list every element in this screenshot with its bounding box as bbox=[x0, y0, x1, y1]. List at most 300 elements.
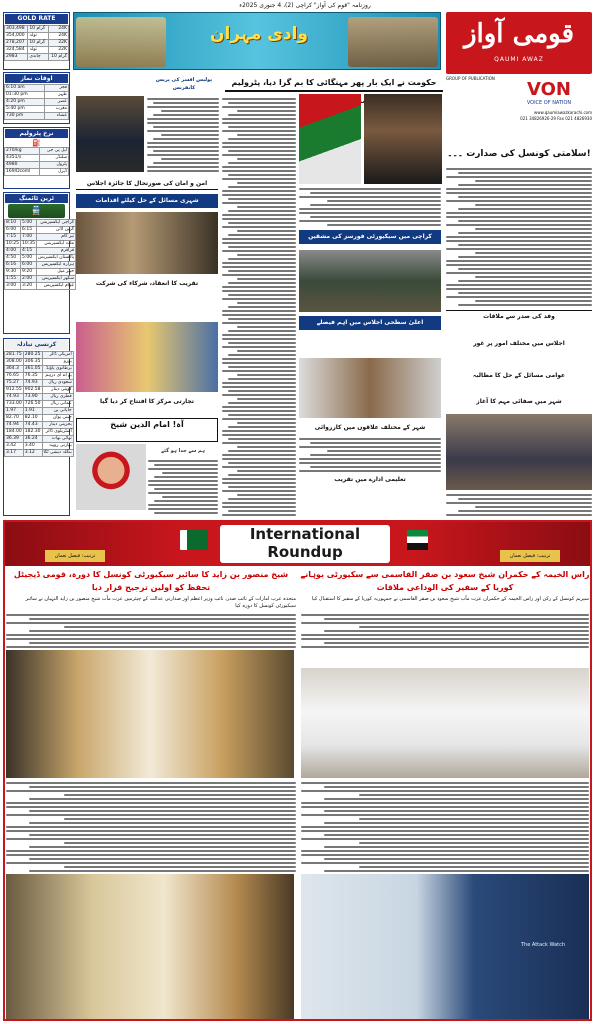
body-text-col-g bbox=[148, 458, 218, 514]
text-line bbox=[148, 504, 218, 506]
right-headline-4: شہر میں صفائی مہم کا آغاز bbox=[446, 396, 592, 408]
text-line bbox=[475, 228, 592, 230]
text-line bbox=[299, 212, 441, 214]
text-line bbox=[446, 494, 592, 496]
text-line bbox=[446, 248, 592, 250]
petrol-rate-cell: 270/kg bbox=[5, 148, 40, 155]
text-line bbox=[222, 502, 296, 504]
text-line bbox=[222, 122, 296, 124]
train-time-cell: تیز گام bbox=[36, 234, 75, 241]
petrol-rate-cell: سلنڈر bbox=[39, 155, 68, 162]
text-line bbox=[299, 208, 441, 210]
text-line bbox=[446, 240, 592, 242]
text-line bbox=[222, 482, 296, 484]
text-line bbox=[324, 834, 589, 836]
right-photo-gathering bbox=[446, 414, 592, 490]
prayer-time-row bbox=[5, 106, 69, 113]
exchange-rate-cell: 74.94 bbox=[5, 422, 24, 429]
prayer-time-cell: مغرب bbox=[45, 106, 69, 113]
text-line bbox=[6, 806, 296, 808]
text-line bbox=[475, 252, 592, 254]
petrol-rate-cell: 4351/s bbox=[5, 155, 40, 162]
side-photo-event bbox=[76, 322, 218, 392]
exchange-rate-cell: آسٹریلوی ڈالر bbox=[42, 429, 73, 436]
text-line bbox=[222, 166, 296, 168]
exchange-rate-cell: تھائی بھات bbox=[42, 436, 73, 443]
text-line bbox=[162, 472, 218, 474]
exchange-rate-cell: کویتی دینار bbox=[42, 387, 73, 394]
text-line bbox=[222, 322, 296, 324]
train-time-cell: 6:15 bbox=[20, 227, 36, 234]
text-line bbox=[458, 184, 592, 186]
side-headline-3: شہری مسائل کے حل کیلئے اقدامات bbox=[76, 194, 218, 208]
exchange-rate-cell: 3.42 bbox=[5, 443, 24, 450]
text-line bbox=[228, 378, 296, 380]
text-line bbox=[29, 798, 296, 800]
text-line bbox=[222, 106, 296, 108]
paper-name-block bbox=[446, 12, 592, 74]
roundup-photo-left-meeting bbox=[6, 650, 294, 778]
text-line bbox=[228, 174, 296, 176]
petrol-rate-cell: 4980 bbox=[5, 162, 40, 169]
train-time-cell: پاکستان ایکسپریس bbox=[37, 255, 75, 260]
exchange-rate-row bbox=[5, 394, 74, 401]
text-line bbox=[301, 614, 589, 616]
prayer-time-cell: عصر bbox=[45, 99, 69, 106]
text-line bbox=[222, 362, 296, 364]
text-line bbox=[6, 782, 296, 784]
petrol-rate-cell: ڈیزل bbox=[39, 169, 68, 176]
uae-flag-icon bbox=[400, 530, 428, 550]
gold-rate-cell: 10 گرام bbox=[28, 40, 48, 47]
prayer-time-row bbox=[5, 92, 69, 99]
top-headline: حکومت نے ایک بار پھر مہنگائی کا بم گرا دیا، پٹرولیم bbox=[225, 74, 443, 92]
exchange-rate-cell: 74.43 bbox=[23, 422, 42, 429]
text-line bbox=[446, 296, 592, 298]
text-line bbox=[222, 334, 296, 336]
train-time-cell: 9:30 bbox=[5, 269, 21, 276]
train-time-row bbox=[5, 262, 76, 269]
text-line bbox=[222, 394, 296, 396]
middle-headline-3: شہر کے مختلف علاقوں میں کارروائی bbox=[299, 422, 441, 434]
middle-photo-office bbox=[299, 358, 441, 418]
text-line bbox=[301, 806, 589, 808]
petrol-rate-row bbox=[5, 155, 69, 162]
text-line bbox=[301, 634, 589, 636]
train-time-cell: 9:20 bbox=[20, 269, 36, 276]
side-headline-2: امن و امان کی صورتحال کا جائزہ اجلاس bbox=[76, 178, 218, 190]
roundup-title-line2: Roundup bbox=[267, 543, 343, 561]
text-line bbox=[324, 618, 589, 620]
text-line bbox=[222, 290, 296, 292]
roundup-photo-left-majlis bbox=[6, 874, 294, 1019]
text-line bbox=[446, 236, 592, 238]
exchange-rate-row bbox=[5, 401, 74, 408]
text-line bbox=[237, 398, 296, 400]
text-line bbox=[228, 354, 296, 356]
text-line bbox=[6, 790, 296, 792]
text-line bbox=[222, 310, 296, 312]
text-line bbox=[475, 506, 592, 508]
von-logo: VON bbox=[527, 79, 571, 100]
text-line bbox=[228, 366, 296, 368]
text-line bbox=[6, 826, 296, 828]
text-line bbox=[64, 866, 296, 868]
exchange-rate-cell: 76.65 bbox=[5, 373, 24, 380]
text-line bbox=[154, 476, 218, 478]
train-time-row bbox=[5, 255, 76, 262]
roundup-title bbox=[220, 525, 390, 563]
von-subtitle: VOICE OF NATION bbox=[526, 100, 572, 106]
text-line bbox=[237, 182, 296, 184]
gold-rate-cell: 354,000 bbox=[5, 33, 28, 40]
text-line bbox=[6, 830, 296, 832]
text-line bbox=[301, 830, 589, 832]
middle-headline-1: کراچی میں سیکیورٹی فورسز کی مشقیں bbox=[299, 230, 441, 244]
text-line bbox=[147, 170, 219, 172]
text-line bbox=[446, 216, 592, 218]
gold-rate-title: GOLD RATE bbox=[5, 14, 68, 24]
right-headline-2: اجلاس میں مختلف امور پر غور bbox=[446, 338, 592, 350]
exchange-rates-title: کرنسی تبادلہ bbox=[5, 340, 68, 350]
text-line bbox=[161, 134, 219, 136]
prayer-time-cell: 730 pm bbox=[5, 113, 45, 120]
roundup-photo-right-group bbox=[301, 668, 589, 778]
text-line bbox=[222, 178, 296, 180]
roundup-left-tag: ترتیب: فیصل نعمان bbox=[45, 550, 105, 562]
text-line bbox=[228, 210, 296, 212]
exchange-rate-cell: چینی یوآن bbox=[42, 415, 73, 422]
body-text-col-c bbox=[299, 186, 441, 228]
exchange-rate-row bbox=[5, 422, 74, 429]
body-text-col-b bbox=[222, 96, 296, 516]
body-text-col-f bbox=[446, 492, 592, 516]
text-line bbox=[228, 246, 296, 248]
train-time-cell: خیبر میل bbox=[36, 269, 75, 276]
text-line bbox=[6, 814, 296, 816]
text-line bbox=[228, 186, 296, 188]
text-line bbox=[222, 346, 296, 348]
text-line bbox=[153, 162, 219, 164]
text-line bbox=[324, 786, 589, 788]
text-line bbox=[237, 254, 296, 256]
text-line bbox=[228, 342, 296, 344]
train-time-row bbox=[5, 241, 76, 248]
text-line bbox=[222, 190, 296, 192]
exchange-rate-cell: 184.00 bbox=[6, 429, 22, 434]
text-line bbox=[29, 834, 296, 836]
text-line bbox=[446, 200, 592, 202]
exchange-rate-cell: 281.75 bbox=[6, 352, 22, 357]
train-times-title: ٹرین ٹائمنگ bbox=[5, 194, 68, 203]
text-line bbox=[237, 494, 296, 496]
text-line bbox=[237, 134, 296, 136]
text-line bbox=[64, 626, 296, 628]
text-line bbox=[222, 214, 296, 216]
website: www.qaumiawazkarachi.com bbox=[534, 110, 592, 115]
side-photo-meeting bbox=[76, 212, 218, 274]
text-line bbox=[458, 280, 592, 282]
gold-rate-cell: 2983 bbox=[5, 54, 28, 61]
text-line bbox=[310, 192, 441, 194]
train-time-cell: کراچی ایکسپریس bbox=[36, 220, 75, 227]
memorial-title: آہ! امام الدین شیخ bbox=[76, 418, 218, 442]
text-line bbox=[222, 154, 296, 156]
exchange-rate-cell: 902.58 bbox=[24, 387, 41, 392]
text-line bbox=[228, 498, 296, 500]
petrol-rates-table bbox=[4, 147, 69, 176]
roundup-left-text-1 bbox=[6, 612, 296, 648]
gold-rate-box bbox=[3, 12, 70, 70]
text-line bbox=[222, 434, 296, 436]
text-line bbox=[458, 498, 592, 500]
text-line bbox=[228, 222, 296, 224]
exchange-rate-row bbox=[5, 373, 74, 380]
text-line bbox=[154, 512, 218, 514]
middle-headline-4: تعلیمی ادارے میں تقریب bbox=[299, 474, 441, 486]
text-line bbox=[310, 442, 441, 444]
text-line bbox=[301, 622, 589, 624]
text-line bbox=[237, 470, 296, 472]
memorial-subtitle: ہم سے جدا ہو گئے bbox=[148, 446, 218, 456]
roundup-left-headline: شیخ منصور بن زاید کا سائبر سیکیورٹی کونسل کا دورہ، قومی ڈیجیٹل تحفظ کو اولین ترجیح قرار دیا bbox=[5, 568, 297, 594]
text-line bbox=[222, 358, 296, 360]
text-line bbox=[310, 466, 441, 468]
text-line bbox=[237, 446, 296, 448]
exchange-rate-cell: 726.50 bbox=[24, 401, 41, 406]
text-line bbox=[162, 496, 218, 498]
gold-rate-cell: 24K bbox=[48, 33, 68, 40]
masthead-info bbox=[446, 110, 592, 138]
exchange-rate-cell: بھارتی روپیہ bbox=[42, 443, 73, 450]
fuel-pump-icon: ⛽ bbox=[32, 139, 41, 147]
text-line bbox=[237, 110, 296, 112]
exchange-rate-cell: سعودی ریال bbox=[42, 380, 73, 387]
text-line bbox=[301, 826, 589, 828]
text-line bbox=[475, 204, 592, 206]
gold-rate-cell: تولہ bbox=[28, 47, 48, 54]
text-line bbox=[237, 422, 296, 424]
text-line bbox=[475, 276, 592, 278]
petrol-rate-cell: پٹرول bbox=[39, 162, 68, 169]
text-line bbox=[6, 838, 296, 840]
train-times-box bbox=[3, 192, 75, 334]
exchange-rates-box bbox=[3, 338, 70, 516]
text-line bbox=[29, 870, 296, 872]
exchange-rate-row bbox=[5, 359, 74, 366]
text-line bbox=[64, 794, 296, 796]
text-line bbox=[237, 158, 296, 160]
text-line bbox=[458, 268, 592, 270]
petrol-rates-title: نرخ پٹرولیم bbox=[5, 129, 68, 138]
exchange-rate-row bbox=[5, 450, 74, 457]
text-line bbox=[222, 478, 296, 480]
text-line bbox=[222, 418, 296, 420]
prayer-time-row bbox=[5, 99, 69, 106]
text-line bbox=[222, 202, 296, 204]
train-time-cell: 10:25 bbox=[6, 241, 19, 246]
text-line bbox=[301, 814, 589, 816]
exchange-rate-cell: 1.91 bbox=[23, 408, 42, 415]
text-line bbox=[301, 850, 589, 852]
text-line bbox=[6, 802, 296, 804]
text-line bbox=[324, 642, 589, 644]
text-line bbox=[446, 272, 592, 274]
text-line bbox=[446, 176, 592, 178]
text-line bbox=[446, 284, 592, 286]
text-line bbox=[237, 374, 296, 376]
text-line bbox=[222, 386, 296, 388]
text-line bbox=[147, 142, 219, 144]
text-line bbox=[327, 224, 441, 226]
prayer-times-box bbox=[3, 72, 70, 124]
text-line bbox=[446, 260, 592, 262]
text-line bbox=[458, 172, 592, 174]
text-line bbox=[446, 188, 592, 190]
train-time-cell: 5:00 bbox=[20, 220, 36, 227]
text-line bbox=[458, 208, 592, 210]
text-line bbox=[446, 192, 592, 194]
text-line bbox=[222, 314, 296, 316]
exchange-rate-cell: 280.25 bbox=[24, 352, 41, 357]
text-line bbox=[222, 286, 296, 288]
text-line bbox=[324, 858, 589, 860]
petrol-rates-box bbox=[3, 127, 70, 189]
train-time-cell: ملت ایکسپریس bbox=[36, 241, 75, 248]
exchange-rate-cell: برطانوی پاؤنڈ bbox=[42, 366, 73, 373]
text-line bbox=[446, 502, 592, 504]
train-time-cell: 2:00 bbox=[20, 276, 36, 283]
text-line bbox=[222, 514, 296, 516]
text-line bbox=[6, 614, 296, 616]
text-line bbox=[29, 822, 296, 824]
text-line bbox=[147, 118, 219, 120]
paper-name: قومی آواز bbox=[463, 19, 575, 49]
text-line bbox=[299, 188, 441, 190]
exchange-rate-cell: 82.10 bbox=[23, 415, 42, 422]
prayer-time-row bbox=[5, 113, 69, 120]
prayer-time-cell: عشاء bbox=[45, 113, 69, 120]
text-line bbox=[228, 510, 296, 512]
text-line bbox=[301, 790, 589, 792]
train-time-cell: 3:00 bbox=[5, 283, 21, 290]
text-line bbox=[147, 154, 219, 156]
text-line bbox=[222, 226, 296, 228]
prayer-time-cell: ظہر bbox=[45, 92, 69, 99]
text-line bbox=[222, 454, 296, 456]
roundup-right-tag: ترتیب: فیصل نعمان bbox=[500, 550, 560, 562]
text-line bbox=[228, 414, 296, 416]
text-line bbox=[6, 622, 296, 624]
exchange-rate-row bbox=[5, 429, 74, 436]
text-line bbox=[228, 486, 296, 488]
text-line bbox=[228, 402, 296, 404]
text-line bbox=[228, 102, 296, 104]
text-line bbox=[301, 782, 589, 784]
train-time-cell: گرین لائن bbox=[36, 227, 75, 234]
text-line bbox=[237, 230, 296, 232]
exchange-rate-row bbox=[5, 415, 74, 422]
group-label: GROUP OF PUBLICATION bbox=[446, 76, 495, 81]
text-line bbox=[147, 166, 219, 168]
text-line bbox=[228, 462, 296, 464]
paper-roman: QAUMI AWAZ bbox=[494, 56, 544, 63]
text-line bbox=[458, 510, 592, 512]
exchange-rate-cell: یو اے ای درہم bbox=[42, 373, 73, 380]
text-line bbox=[6, 646, 296, 648]
train-time-cell: 7:00 bbox=[20, 234, 36, 241]
editorial-title: سلامتی کونسل کی صدارت ۔۔۔! bbox=[447, 149, 591, 159]
train-time-cell: 1:55 bbox=[5, 276, 21, 283]
text-line bbox=[228, 330, 296, 332]
train-time-row bbox=[5, 227, 76, 234]
gold-rate-cell: چاندی bbox=[28, 54, 48, 61]
text-line bbox=[299, 438, 441, 440]
exchange-rate-cell: 82.70 bbox=[5, 415, 24, 422]
right-headline-3: عوامی مسائل کے حل کا مطالبہ bbox=[446, 370, 592, 382]
text-line bbox=[458, 292, 592, 294]
roundup-title-line1: International bbox=[249, 525, 361, 543]
text-line bbox=[29, 618, 296, 620]
side-photo-officer bbox=[76, 96, 144, 172]
text-line bbox=[458, 196, 592, 198]
exchange-rate-cell: یورو bbox=[42, 359, 73, 366]
exchange-rate-row bbox=[5, 352, 74, 359]
train-time-cell: 10:35 bbox=[21, 241, 35, 246]
gold-rate-cell: 303,498 bbox=[5, 26, 28, 33]
text-line bbox=[327, 200, 441, 202]
side-headline-1: پولیس افسر کی پریس کانفرنس bbox=[147, 76, 221, 92]
train-time-row bbox=[5, 234, 76, 241]
petrol-rate-cell: ایل پی جی bbox=[39, 148, 68, 155]
train-time-row bbox=[5, 283, 76, 290]
gold-rate-cell: 278,207 bbox=[5, 40, 28, 47]
train-time-cell: 4:50 bbox=[5, 255, 21, 262]
text-line bbox=[153, 114, 219, 116]
text-line bbox=[222, 410, 296, 412]
gold-rate-row bbox=[5, 47, 69, 54]
text-line bbox=[299, 196, 441, 198]
exchange-rates-table bbox=[4, 351, 74, 457]
text-line bbox=[359, 794, 589, 796]
text-line bbox=[29, 642, 296, 644]
roundup-photo-right-cyber bbox=[301, 874, 589, 1019]
text-line bbox=[228, 282, 296, 284]
train-time-row bbox=[5, 269, 76, 276]
train-time-cell: 6:16 bbox=[5, 262, 21, 269]
text-line bbox=[228, 294, 296, 296]
text-line bbox=[222, 238, 296, 240]
text-line bbox=[222, 118, 296, 120]
text-line bbox=[228, 150, 296, 152]
text-line bbox=[301, 862, 589, 864]
banner-decor-left bbox=[76, 17, 166, 67]
side-headline-4: تقریب کا انعقاد، شرکاء کی شرکت bbox=[76, 278, 218, 290]
text-line bbox=[222, 370, 296, 372]
text-line bbox=[228, 162, 296, 164]
banner-decor-right bbox=[348, 17, 438, 67]
right-headline-1: وفد کی صدر سے ملاقات bbox=[446, 310, 592, 322]
text-line bbox=[327, 450, 441, 452]
exchange-rate-cell: 3.40 bbox=[23, 443, 42, 450]
train-time-row bbox=[5, 276, 76, 283]
text-line bbox=[29, 810, 296, 812]
prayer-time-cell: 01:30 pm bbox=[5, 92, 45, 99]
text-line bbox=[458, 220, 592, 222]
text-line bbox=[222, 142, 296, 144]
text-line bbox=[310, 204, 441, 206]
exchange-rate-cell: 733.00 bbox=[6, 401, 22, 406]
